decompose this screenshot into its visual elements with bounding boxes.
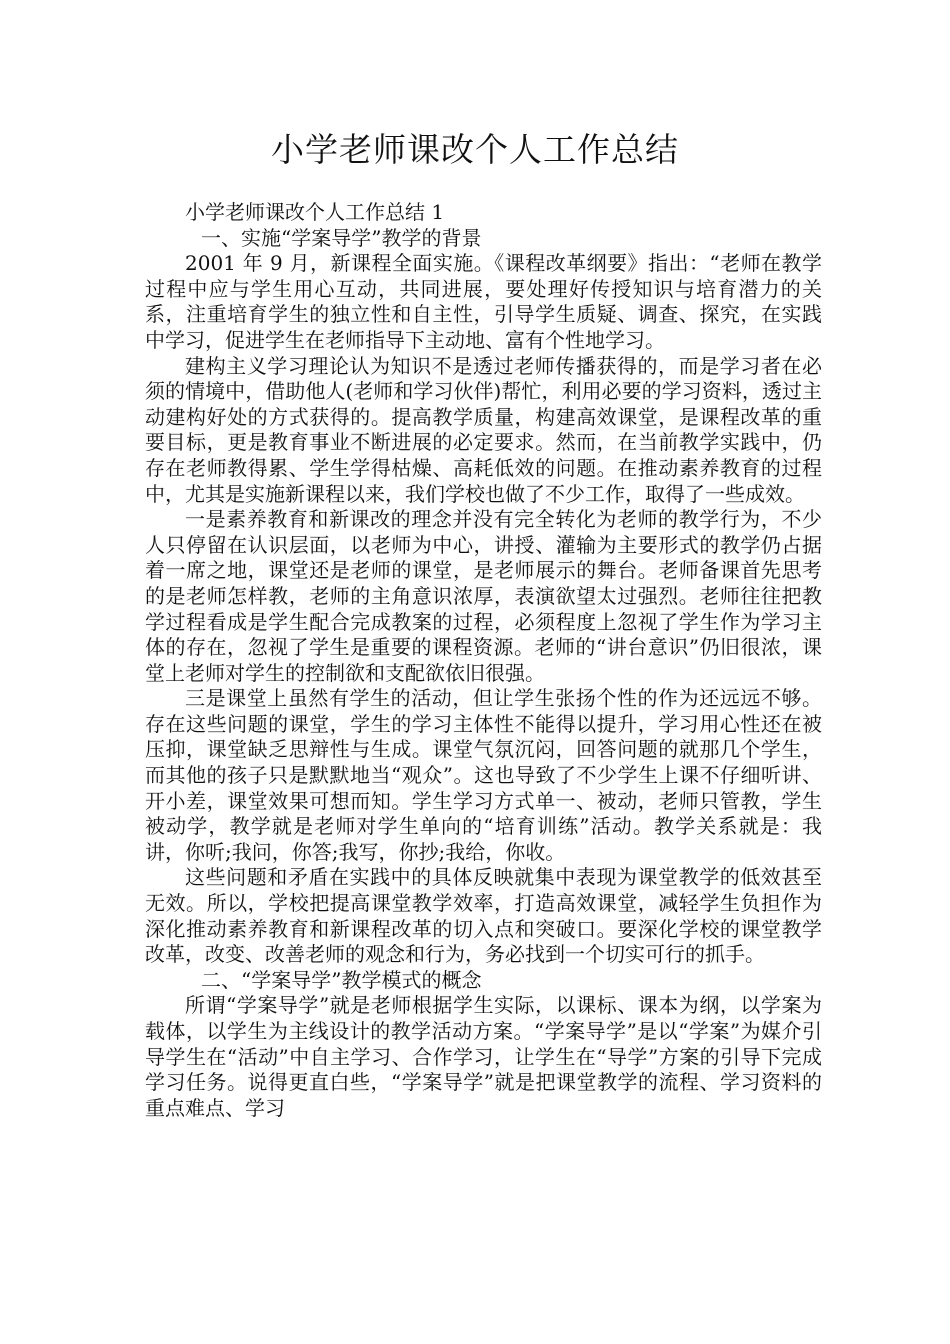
section-heading-background: 一、实施“学案导学”教学的背景 [201, 225, 482, 250]
section-label: 小学老师课改个人工作总结 1 [185, 200, 445, 224]
paragraph-problem-one: 一是素养教育和新课改的理念并没有完全转化为老师的教学行为，不少人只停留在认识层面，以老师为中心，讲授、灌输为主要形式的教学仍占据着一席之地，课堂还是老师的课堂，是老师展示的舞台。老师备课首先思考的是老师怎样教，老师的主角意识浓厚，表演欲望太过强烈。老师往往把教学过程看成是学生配合完成教案的过程，必须程度上忽视了学生作为学习主体的存在，忽视了学生是重要的课程资源。老师的“讲台意识”仍旧很浓，课堂上老师对学生的控制欲和支配欲依旧很强。 [145, 507, 822, 685]
document-title: 小学老师课改个人工作总结 [271, 130, 679, 169]
paragraph-low-efficiency: 这些问题和矛盾在实践中的具体反映就集中表现为课堂教学的低效甚至无效。所以，学校把提高课堂教学效率，打造高效课堂，减轻学生负担作为深化推动素养教育和新课程改革的切入点和突破口。要深化学校的课堂教学改革，改变、改善老师的观念和行为，务必找到一个切实可行的抓手。 [145, 865, 822, 967]
document-body [145, 200, 822, 1121]
paragraph-constructivism: 建构主义学习理论认为知识不是透过老师传播获得的，而是学习者在必须的情境中，借助他人(老师和学习伙伴)帮忙，利用必要的学习资料，透过主动建构好处的方式获得的。提高教学质量，构建高效课堂，是课程改革的重要目标，更是教育事业不断进展的必定要求。然而，在当前教学实践中，仍存在老师教得累、学生学得枯燥、高耗低效的问题。在推动素养教育的过程中，尤其是实施新课程以来，我们学校也做了不少工作，取得了一些成效。 [145, 353, 822, 506]
paragraph-reform-outline: 2001 年 9 月，新课程全面实施。《课程改革纲要》指出：“老师在教学过程中应与学生用心互动，共同进展，要处理好传授知识与培育潜力的关系，注重培育学生的独立性和自主性，引导学生质疑、调查、探究，在实践中学习，促进学生在老师指导下主动地、富有个性地学习。 [145, 251, 822, 352]
paragraph-problem-three: 三是课堂上虽然有学生的活动，但让学生张扬个性的作为还远远不够。存在这些问题的课堂，学生的学习主体性不能得以提升，学习用心性还在被压抑，课堂缺乏思辩性与生成。课堂气氛沉闷，回答问题的就那几个学生，而其他的孩子只是默默地当“观众”。这也导致了不少学生上课不仔细听讲、开小差，课堂效果可想而知。学生学习方式单一、被动，老师只管教，学生被动学，教学就是老师对学生单向的“培育训练”活动。教学关系就是：我讲，你听;我问，你答;我写，你抄;我给，你收。 [145, 686, 822, 864]
paragraph-concept-definition: 所谓“学案导学”就是老师根据学生实际，以课标、课本为纲，以学案为载体，以学生为主线设计的教学活动方案。“学案导学”是以“学案”为媒介引导学生在“活动”中自主学习、合作学习，让学生在“导学”方案的引导下完成学习任务。说得更直白些，“学案导学”就是把课堂教学的流程、学习资料的重点难点、学习 [145, 993, 822, 1120]
section-heading-concept: 二、“学案导学”教学模式的概念 [201, 967, 482, 992]
